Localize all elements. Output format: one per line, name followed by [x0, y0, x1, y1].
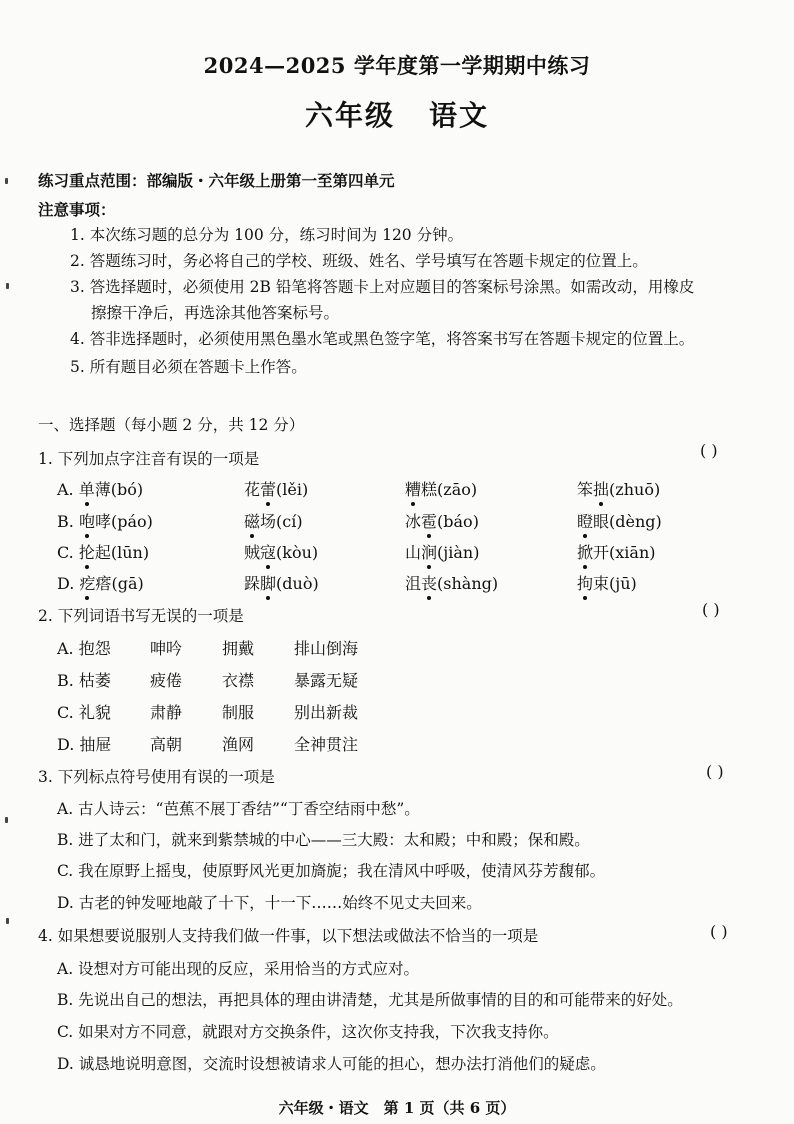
q1-option: 山涧(jiàn) [405, 540, 479, 563]
q1-option: A. 单薄(bó) [57, 477, 143, 500]
q3-option: D. 古老的钟发哑地敲了十下，十一下……始终不见丈夫回来。 [57, 894, 482, 912]
q2-word: 排山倒海 [294, 639, 359, 658]
q3-option: C. 我在原野上摇曳，使原野风光更加旖旎；我在清风中呼吸，使清风芬芳馥郁。 [57, 862, 606, 880]
q2-stem: 2. 下列词语书写无误的一项是 [38, 607, 244, 625]
exam-title: 2024—2025 学年度第一学期期中练习 [203, 53, 591, 78]
q1-option: 贼寇(kòu) [244, 540, 318, 563]
q1-option: D. 疙瘩(gā) [57, 571, 144, 594]
grade-label: 六年级 [304, 99, 395, 132]
exam-subtitle [0, 94, 794, 134]
q2-word: 制服 [222, 703, 255, 722]
q2-word: B. 枯萎 [57, 671, 111, 690]
q2-word: 疲倦 [150, 671, 183, 690]
note-item: 3. 答选择题时，必须使用 2B 铅笔将答题卡上对应题目的答案标号涂黑。如需改动，用橡皮 [70, 278, 695, 296]
q1-option: 笨拙(zhuō) [577, 477, 660, 500]
subject-label: 语文 [429, 99, 490, 132]
q1-option: 花蕾(lěi) [244, 477, 308, 500]
q2-word: 渔网 [222, 735, 255, 754]
q1-answer-paren: ( ) [700, 441, 718, 460]
q4-option: D. 诚恳地说明意图，交流时设想被请求人可能的担心，想办法打消他们的疑虑。 [57, 1055, 606, 1073]
q2-word: 肃静 [150, 703, 183, 722]
q3-answer-paren: ( ) [706, 762, 724, 781]
q2-word: 全神贯注 [294, 735, 359, 754]
scope-line: 练习重点范围：部编版・六年级上册第一至第四单元 [38, 171, 395, 190]
scan-speck [6, 283, 9, 289]
q4-option: C. 如果对方不同意，就跟对方交换条件，这次你支持我，下次我支持你。 [57, 1023, 559, 1041]
q1-option: 跺脚(duò) [244, 571, 319, 594]
q2-word: 衣襟 [222, 671, 255, 690]
note-item: 擦擦干净后，再选涂其他答案标号。 [91, 304, 340, 322]
q4-option: B. 先说出自己的想法，再把具体的理由讲清楚，尤其是所做事情的目的和可能带来的好处。 [57, 991, 683, 1009]
scan-speck [5, 817, 8, 823]
q2-word: 别出新裁 [294, 703, 359, 722]
q4-answer-paren: ( ) [710, 922, 728, 941]
q2-word: D. 抽屉 [57, 735, 112, 754]
q2-word: 呻吟 [150, 639, 183, 658]
notes-title: 注意事项： [38, 200, 116, 219]
scan-speck [6, 918, 9, 924]
q3-option: A. 古人诗云：“芭蕉不展丁香结”“丁香空结雨中愁”。 [57, 800, 420, 818]
note-item: 1. 本次练习题的总分为 100 分，练习时间为 120 分钟。 [70, 226, 464, 244]
note-item: 5. 所有题目必须在答题卡上作答。 [70, 358, 307, 376]
q3-stem: 3. 下列标点符号使用有误的一项是 [38, 768, 275, 786]
q2-word: C. 礼貌 [57, 703, 111, 722]
q1-option: C. 抡起(lūn) [57, 540, 149, 563]
q1-option: 磁场(cí) [244, 509, 303, 532]
q2-word: A. 抱怨 [57, 639, 111, 658]
note-item: 4. 答非选择题时，必须使用黑色墨水笔或黑色签字笔，将答案书写在答题卡规定的位置上。 [70, 330, 695, 348]
q1-option: 拘束(jū) [577, 571, 637, 594]
note-item: 2. 答题练习时，务必将自己的学校、班级、姓名、学号填写在答题卡规定的位置上。 [70, 252, 648, 270]
q1-option: 瞪眼(dèng) [577, 509, 662, 532]
q1-option: 掀开(xiān) [577, 540, 656, 563]
page-footer: 六年级・语文 第 1 页（共 6 页） [278, 1099, 516, 1117]
q1-option: 冰雹(báo) [405, 509, 479, 532]
q2-answer-paren: ( ) [702, 600, 720, 619]
q1-option: 糟糕(zāo) [405, 477, 477, 500]
q2-word: 高朝 [150, 735, 183, 754]
q2-word: 拥戴 [222, 639, 255, 658]
section-heading: 一、选择题（每小题 2 分，共 12 分） [38, 416, 305, 434]
q2-word: 暴露无疑 [294, 671, 359, 690]
q1-option: B. 咆哮(páo) [57, 509, 153, 532]
q1-option: 沮丧(shàng) [405, 571, 498, 594]
q4-option: A. 设想对方可能出现的反应，采用恰当的方式应对。 [57, 960, 420, 978]
q4-stem: 4. 如果想要说服别人支持我们做一件事，以下想法或做法不恰当的一项是 [38, 927, 539, 945]
q3-option: B. 进了太和门，就来到紫禁城的中心——三大殿：太和殿；中和殿；保和殿。 [57, 831, 590, 849]
scan-speck [5, 178, 8, 184]
q1-stem: 1. 下列加点字注音有误的一项是 [38, 450, 260, 468]
